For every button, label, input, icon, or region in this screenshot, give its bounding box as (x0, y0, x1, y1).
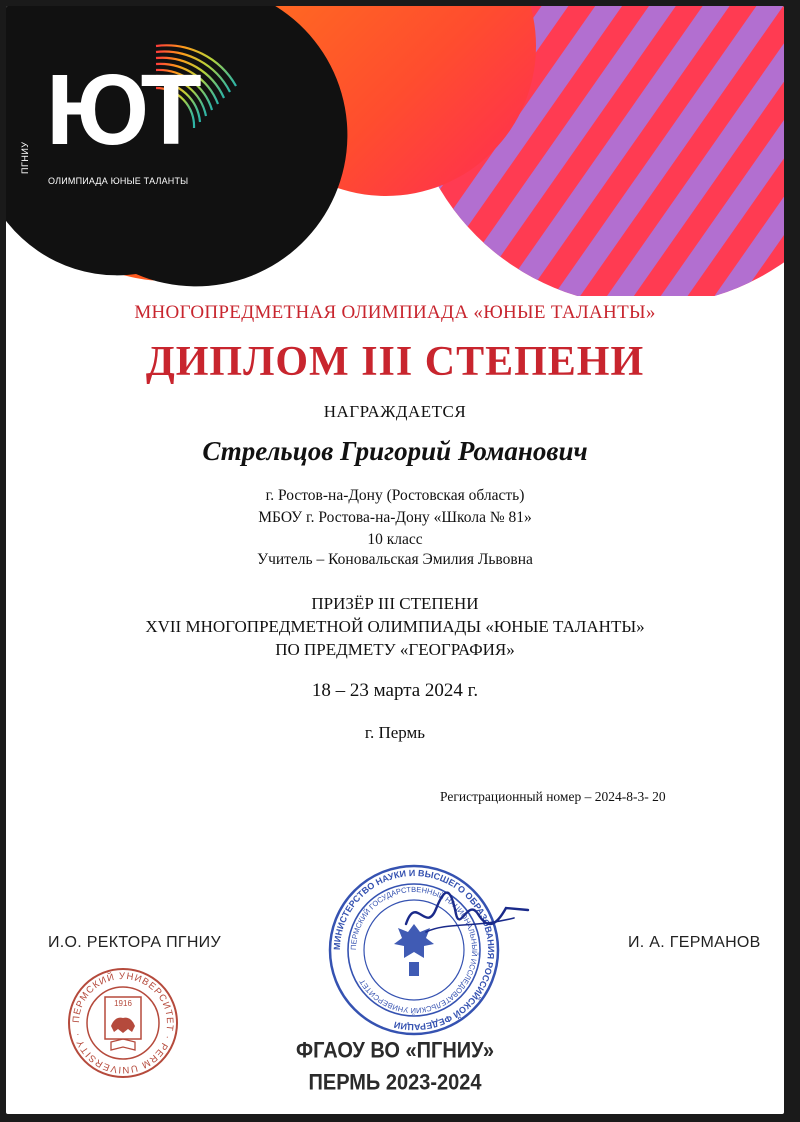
brand-subtitle: ОЛИМПИАДА ЮНЫЕ ТАЛАНТЫ (48, 176, 189, 186)
olympiad-brand (20, 54, 220, 194)
recipient-city: г. Ростов-на-Дону (Ростовская область) (265, 487, 525, 504)
signatory-name: И. А. ГЕРМАНОВ (628, 934, 761, 951)
prize-olympiad: XVII МНОГОПРЕДМЕТНОЙ ОЛИМПИАДЫ «ЮНЫЕ ТАЛАНТЫ» (145, 617, 645, 636)
brand-logo: ЮТ (46, 54, 196, 166)
recipient-grade: 10 класс (367, 531, 423, 548)
footer-period: ПЕРМЬ 2023-2024 (308, 1070, 482, 1096)
prize-subject: ПО ПРЕДМЕТУ «ГЕОГРАФИЯ» (275, 640, 515, 659)
prize-title: ПРИЗЁР III СТЕПЕНИ (311, 594, 479, 613)
awarded-label: НАГРАЖДАЕТСЯ (323, 402, 467, 421)
brand-vertical-text: ПГНИУ (20, 141, 30, 174)
signatory-title: И.О. РЕКТОРА ПГНИУ (48, 934, 221, 951)
diploma-page (6, 6, 784, 1114)
olympiad-title: МНОГОПРЕДМЕТНАЯ ОЛИМПИАДА «ЮНЫЕ ТАЛАНТЫ» (134, 302, 656, 323)
svg-text:1916: 1916 (114, 999, 132, 1008)
svg-text:ПЕРМСКИЙ ГОСУДАРСТВЕННЫЙ НАЦИО: ПЕРМСКИЙ ГОСУДАРСТВЕННЫЙ НАЦИОНАЛЬНЫЙ ИССЛЕДОВАТЕЛЬСКИЙ УНИВЕРСИТЕТ (348, 884, 480, 1016)
diploma-degree-title: ДИПЛОМ III СТЕПЕНИ (145, 339, 645, 385)
footer-organization: ФГАОУ ВО «ПГНИУ» (296, 1038, 494, 1064)
recipient-teacher: Учитель – Коновальская Эмилия Львовна (257, 551, 533, 568)
event-dates: 18 – 23 марта 2024 г. (311, 680, 479, 701)
recipient-name: Стрельцов Григорий Романович (202, 436, 588, 466)
event-city: г. Пермь (364, 723, 426, 742)
svg-text:ПЕРМСКИЙ УНИВЕРСИТЕТ · PERM UN: ПЕРМСКИЙ УНИВЕРСИТЕТ · PERM UNIVERSITY · (70, 970, 176, 1076)
signature (396, 884, 536, 944)
recipient-school: МБОУ г. Ростова-на-Дону «Школа № 81» (258, 509, 532, 526)
svg-text:МИНИСТЕРСТВО НАУКИ И ВЫСШЕГО О: МИНИСТЕРСТВО НАУКИ И ВЫСШЕГО ОБРАЗОВАНИЯ РОССИЙСКОЙ ФЕДЕРАЦИИ (331, 867, 497, 1033)
registration-number: Регистрационный номер – 2024-8-3- 20 (440, 789, 666, 804)
